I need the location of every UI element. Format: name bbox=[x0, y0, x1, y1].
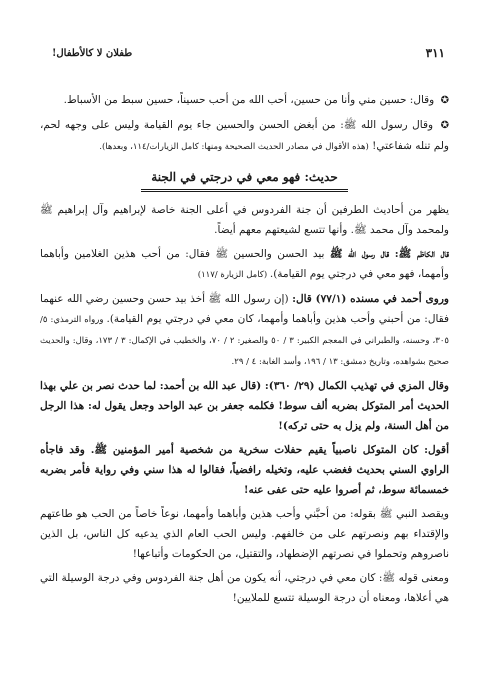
paragraph-kazim bbox=[40, 244, 449, 285]
paragraph-text: (إن رسول الله ﷺ أخذ بيد حسن وحسين رضي الله عنهما فقال: من أحبني وأحب هذين وأباهما وأمهما، كان معي في درجتي يوم القيامة). bbox=[40, 293, 449, 325]
paragraph-text: ومعنى قوله ﷺ: كان معي في درجتي، أنه يكون من أهل جنة الفردوس وفي درجة الوسيلة التي هي أعلاها، ومعناه أن درجة الوسيلة تتسع للملايين! bbox=[40, 572, 449, 604]
section-heading bbox=[40, 167, 449, 192]
paragraph-comment bbox=[40, 440, 449, 500]
paragraph-mizzi bbox=[40, 376, 449, 436]
source-note: (هذه الأقوال في مصادر الحديث الصحيحة ومنها: كامل الزيارات/١١٤، وبعدها). bbox=[99, 142, 369, 152]
paragraph-text: وقال: حسين مني وأنا من حسين، أحب الله من أحب حسيناً، حسين سبط من الأسباط. bbox=[63, 94, 435, 106]
paragraph-meaning-love bbox=[40, 504, 449, 564]
paragraph-text: يظهر من أحاديث الطرفين أن جنة الفردوس في أعلى الجنة خاصة لإبراهيم وآل إبراهيم ﷺ ولمحمد وآل محمد ﷺ. وأنها تتسع لشيعتهم معهم أيضاً. bbox=[40, 204, 449, 236]
paragraph-intro bbox=[40, 200, 449, 240]
paragraph-text: ويقصد النبي ﷺ بقوله: من أحبَّني وأحب هذين وأباهما وأمهما، نوعاً خاصاً من الحب هو طاعتهم والإقتداء بهم ونصرتهم على من خالفهم. وليس الحب العام الذي يدعيه كل الناس، بل الذين ناصروهم وتحملوا في نصرتهم الإضطهاد، والتقتيل، من الحكومات وأتباعها! bbox=[40, 508, 449, 560]
star-bullet-icon: ✪ bbox=[440, 120, 449, 131]
paragraph-text: أقول: كان المتوكل ناصبياً يقيم حفلات سخرية من شخصية أمير المؤمنين ﷺ. وقد فاجأه الراوي السني بحديث فغضب عليه، وتخيله رافضياً، فقالوا له هذا سني وفي رواية فأمر بضربه خمسمائة سوط، ثم أصروا عليه حتى عفى عنه! bbox=[40, 444, 449, 496]
running-header bbox=[52, 46, 445, 66]
paragraph-hadith-2 bbox=[40, 115, 449, 157]
page-number: ٣١١ bbox=[425, 46, 445, 60]
source-note: (كامل الزيارة /١١٧) bbox=[197, 270, 270, 280]
star-bullet-icon: ✪ bbox=[440, 95, 449, 106]
paragraph-text: وقال رسول الله ﷺ: من أبغض الحسن والحسين جاء يوم القيامة وليس على وجهه لحم، ولم تنله شفاعتي! bbox=[40, 119, 449, 152]
paragraph-lead: قال الكاظم ﷺ: قال رسول الله ﷺ bbox=[329, 248, 449, 260]
paragraph-text: بيد الحسن والحسين ﷺ فقال: من أحب هذين الغلامين وأباهما وأمهما، فهو معي في درجتي يوم القيامة). bbox=[40, 248, 449, 280]
page-body bbox=[40, 90, 449, 612]
paragraph-text: وقال المزي في تهذيب الكمال (٢٩/ ٣٦٠): (قال عبد الله بن أحمد: لما حدث نصر بن علي بهذا الحديث أمر المتوكل بضربه ألف سوط! فكلمه جعفر بن عبد الواحد وجعل يقول له: هذا الرجل من أهل السنة، ولم يزل به حتى تركه)! bbox=[40, 380, 449, 432]
paragraph-ahmad bbox=[40, 289, 449, 372]
section-title: حديث: فهو معي في درجتي في الجنة bbox=[141, 167, 347, 192]
source-note: ورواه الترمذي: ٥/ ٣٠٥، وحسنه، والطبراني في المعجم الكبير: ٣ / ٥٠ والصغير: ٢ / ٧٠، والخطيب في الإكمال: ٣ / ١٧٣، وقال: والحديث صحيح بشواهده، وتاريخ دمشق: ١٣ / ١٩٦، وأسد الغابة: ٤ / ٢٩. bbox=[40, 315, 449, 367]
paragraph-meaning-rank bbox=[40, 568, 449, 608]
paragraph-lead: وروى أحمد في مسنده (٧٧/١) قال: bbox=[292, 293, 449, 305]
running-title: طفلان لا كالأطفال! bbox=[52, 48, 133, 59]
paragraph-hadith-1 bbox=[40, 90, 449, 111]
